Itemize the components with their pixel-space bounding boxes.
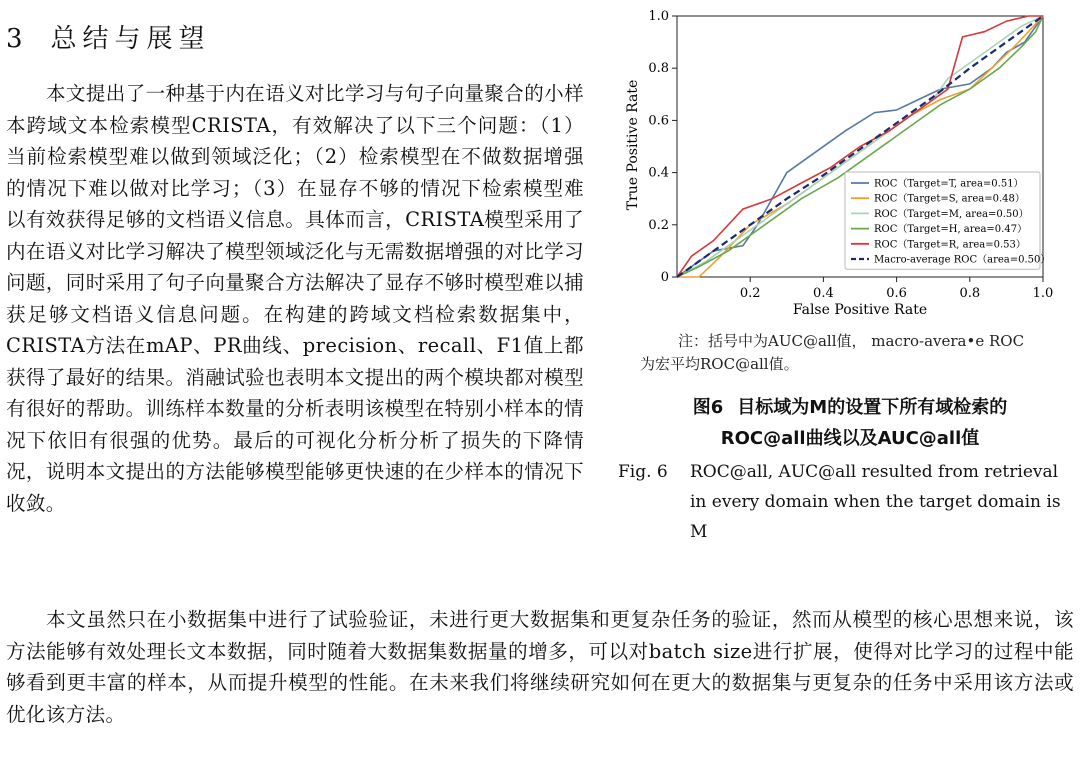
figure-note-line-2: 为宏平均ROC@all值。 xyxy=(640,355,799,373)
x-tick-label: 0.2 xyxy=(739,286,761,301)
y-axis-label: True Positive Rate xyxy=(625,79,641,211)
y-tick-label: 0.2 xyxy=(648,217,669,233)
caption-zh-line-1: 目标域为M的设置下所有域检索的 xyxy=(737,397,1008,418)
caption-en-line-2: in every domain when the target domain is M xyxy=(690,492,1061,542)
paragraph-1: 本文提出了一种基于内在语义对比学习与句子向量聚合的小样本跨域文本检索模型CRISTA，有效解决了以下三个问题：（1）当前检索模型难以做到领域泛化；（2）检索模型在不做数据增强的情况下难以做对比学习；（3）在显存不够的情况下检索模型难以有效获得足够的文档语义信息。具体而言，CRISTA模型采用了内在语义对比学习解决了模型领域泛化与无需数据增强的对比学习问题，同时采用了句子向量聚合方法解决了显存不够时模型难以捕获足够文档语义信息问题。在构建的跨域文档检索数据集中，CRISTA方法在mAP、PR曲线、precision、recall、F1值上都获得了最好的结果。消融试验也表明本文提出的两个模块都对模型有很好的帮助。训练样本数量的分析表明该模型在特别小样本的情况下依旧有很强的优势。最后的可视化分析分析了损失的下降情况，说明本文提出的方法能够模型能够更快速的在少样本的情况下收敛。 xyxy=(6,82,584,515)
y-tick-label: 0.6 xyxy=(648,113,669,129)
x-tick-label: 0.6 xyxy=(886,286,907,301)
y-tick-label: 0.4 xyxy=(648,165,669,181)
figure-caption-en xyxy=(618,457,1078,547)
figure-note xyxy=(640,330,1070,376)
legend-entry: ROC（Target=M, area=0.50） xyxy=(874,208,1029,220)
y-tick-label: 0.8 xyxy=(648,61,669,77)
section-title: 总结与展望 xyxy=(50,24,211,54)
figure-label-en: Fig. 6 xyxy=(618,462,668,482)
figure-caption-zh xyxy=(620,392,1080,454)
figure-note-line-1: 注：括号中为AUC@all值， macro-avera•e ROC xyxy=(678,332,1025,350)
legend-entry: ROC（Target=R, area=0.53） xyxy=(874,239,1026,251)
x-tick-label: 0.8 xyxy=(959,286,981,301)
caption-zh-line-2: ROC@all曲线以及AUC@all值 xyxy=(720,428,980,449)
legend-entry: Macro-average ROC（area=0.50） xyxy=(874,254,1051,266)
caption-en-line-1: ROC@all, AUC@all resulted from retrieval xyxy=(690,462,1059,482)
section-number: 3 xyxy=(6,24,29,54)
legend-entry: ROC（Target=H, area=0.47） xyxy=(874,224,1028,236)
legend-entry: ROC（Target=S, area=0.48） xyxy=(874,193,1025,205)
y-tick-label: 0 xyxy=(660,270,669,285)
paragraph-2: 本文虽然只在小数据集中进行了试验验证，未进行更大数据集和更复杂任务的验证，然而从模型的核心思想来说，该方法能够有效处理长文本数据，同时随着大数据集数据量的增多，可以对batch size进行扩展，使得对比学习的过程中能够看到更丰富的样本，从而提升模型的性能。在未来我们将继续研究如何在更大的数据集与更复杂的任务中采用该方法或优化该方法。 xyxy=(6,608,1074,726)
figure-label-zh: 图6 xyxy=(692,397,724,418)
x-tick-label: 0.4 xyxy=(813,286,834,301)
y-tick-label: 1.0 xyxy=(648,9,669,24)
section-heading xyxy=(6,18,211,55)
legend-entry: ROC（Target=T, area=0.51） xyxy=(874,178,1024,190)
x-axis-label: False Positive Rate xyxy=(792,302,928,318)
roc-chart xyxy=(600,0,1080,330)
x-tick-label: 1.0 xyxy=(1032,286,1054,301)
